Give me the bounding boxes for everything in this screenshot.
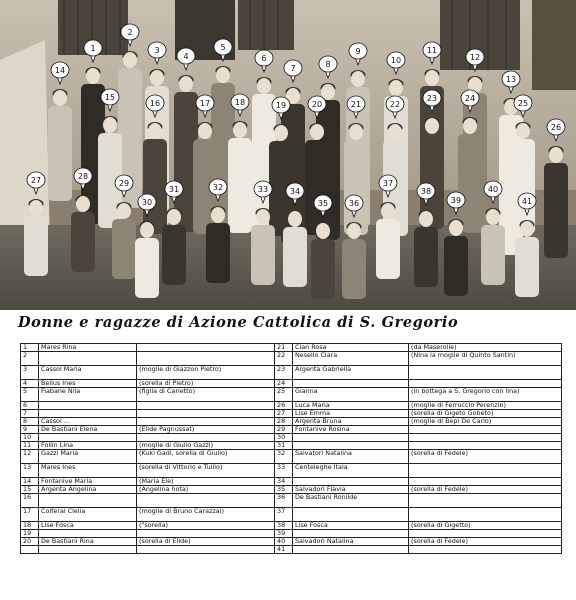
bubble-label: 29 — [118, 179, 130, 188]
cell-name2: Lise Emma — [293, 410, 409, 418]
cell-note1 — [137, 418, 275, 426]
bubble-label: 22 — [389, 100, 401, 109]
cell-note2: (sorella di Fedele) — [409, 538, 562, 546]
bubble-label: 6 — [261, 54, 267, 63]
cell-name2: Centeleghe Itala — [293, 464, 409, 478]
cell-n1: 8 — [21, 418, 39, 426]
cell-name2 — [293, 380, 409, 388]
bubble-label: 11 — [426, 46, 438, 55]
bubble-label: 14 — [54, 66, 66, 75]
cell-name1 — [39, 494, 137, 508]
cell-name1 — [39, 402, 137, 410]
bubble-label: 40 — [487, 185, 499, 194]
cell-note1: (sorella di Pietro) — [137, 380, 275, 388]
cell-note1 — [137, 352, 275, 366]
cell-n2: 25 — [275, 388, 293, 402]
bubble-label: 5 — [220, 43, 226, 52]
cell-n1: 15 — [21, 486, 39, 494]
cell-name1 — [39, 410, 137, 418]
table-row — [21, 486, 562, 494]
cell-name2 — [293, 530, 409, 538]
cell-name2: Argenta Bruna — [293, 418, 409, 426]
bubble-label: 25 — [517, 99, 529, 108]
cell-n1: 17 — [21, 508, 39, 522]
cell-name1: Colferai Clelia — [39, 508, 137, 522]
cell-note2 — [409, 478, 562, 486]
cell-name1: Mares Ines — [39, 464, 137, 478]
cell-name2: De Bastiani Ronilde — [293, 494, 409, 508]
bubble-label: 15 — [104, 93, 116, 102]
table-row — [21, 352, 562, 366]
bubble-label: 34 — [289, 187, 301, 196]
bubble-label: 21 — [350, 100, 362, 109]
bubble-label: 27 — [30, 176, 42, 185]
bubble-label: 2 — [127, 28, 133, 37]
cell-name2 — [293, 434, 409, 442]
cell-n2: 32 — [275, 450, 293, 464]
bubble-label: 23 — [426, 94, 438, 103]
table-row — [21, 344, 562, 352]
cell-n1: 2 — [21, 352, 39, 366]
table-row — [21, 434, 562, 442]
cell-n1: 12 — [21, 450, 39, 464]
table-row — [21, 426, 562, 434]
cell-note1: (moglie di Giulio Gazzi) — [137, 442, 275, 450]
bubble-label: 20 — [311, 100, 323, 109]
bubble-label: 36 — [348, 199, 360, 208]
bubble-label: 33 — [257, 185, 269, 194]
bubble-label: 18 — [234, 98, 246, 107]
table-row — [21, 450, 562, 464]
cell-name2: Salvatori Natalina — [293, 450, 409, 464]
table-row — [21, 464, 562, 478]
cell-n1: 19 — [21, 530, 39, 538]
cell-note1 — [137, 344, 275, 352]
cell-name1: Argenta Angelina — [39, 486, 137, 494]
cell-note2 — [409, 546, 562, 554]
roster-table — [20, 343, 562, 554]
cell-note2 — [409, 508, 562, 522]
cell-note2: (moglie di Ferruccio Perenzin) — [409, 402, 562, 410]
table-row — [21, 508, 562, 522]
table-row — [21, 418, 562, 426]
cell-n1: 5 — [21, 388, 39, 402]
cell-note1: (sorella di Elide) — [137, 538, 275, 546]
cell-note1: (Angelina hota) — [137, 486, 275, 494]
cell-name2: Luca Maria — [293, 402, 409, 410]
cell-name2 — [293, 508, 409, 522]
cell-n1: 4 — [21, 380, 39, 388]
cell-n1 — [21, 546, 39, 554]
cell-note1: (figlia di Carletto) — [137, 388, 275, 402]
cell-note1: (sorella di Vittorio e Tullio) — [137, 464, 275, 478]
cell-n2: 21 — [275, 344, 293, 352]
cell-note2: (sorella di Gigetto) — [409, 522, 562, 530]
cell-n1: 13 — [21, 464, 39, 478]
cell-n1: 16 — [21, 494, 39, 508]
cell-n1: 6 — [21, 402, 39, 410]
cell-note1 — [137, 402, 275, 410]
photo-caption: Donne e ragazze di Azione Cattolica di S. Gregorio — [18, 314, 459, 331]
cell-name2: Salvadori Natalina — [293, 538, 409, 546]
cell-n1: 14 — [21, 478, 39, 486]
bubble-label: 28 — [77, 172, 89, 181]
cell-n2: 27 — [275, 410, 293, 418]
cell-name1 — [39, 546, 137, 554]
cell-name2: Lise Fosca — [293, 522, 409, 530]
cell-name1: De Bastiani Elena — [39, 426, 137, 434]
cell-note1: (moglie di Giazzon Pietro) — [137, 366, 275, 380]
table-row — [21, 478, 562, 486]
cell-note2: (da Maserolle) — [409, 344, 562, 352]
bubble-label: 38 — [420, 187, 432, 196]
cell-n2: 29 — [275, 426, 293, 434]
cell-n1: 18 — [21, 522, 39, 530]
cell-name2 — [293, 442, 409, 450]
cell-note1 — [137, 530, 275, 538]
cell-note2 — [409, 442, 562, 450]
cell-n2: 34 — [275, 478, 293, 486]
cell-note1 — [137, 494, 275, 508]
cell-n2: 26 — [275, 402, 293, 410]
bubble-label: 30 — [141, 198, 153, 207]
cell-note2 — [409, 530, 562, 538]
cell-name1: Follin Lina — [39, 442, 137, 450]
bubble-label: 4 — [183, 52, 189, 61]
cell-note1: (moglie di Bruno Carazzai) — [137, 508, 275, 522]
cell-n2: 37 — [275, 508, 293, 522]
table-row — [21, 366, 562, 380]
table-row — [21, 530, 562, 538]
cell-n1: 1 — [21, 344, 39, 352]
cell-n2: 24 — [275, 380, 293, 388]
bubble-label: 8 — [325, 60, 331, 69]
cell-name1: Bellus Ines — [39, 380, 137, 388]
cell-n2: 36 — [275, 494, 293, 508]
cell-n1: 20 — [21, 538, 39, 546]
bubble-label: 13 — [505, 75, 517, 84]
cell-name2: Fontanive Rosina — [293, 426, 409, 434]
bubble-label: 17 — [199, 99, 211, 108]
bubble-label: 26 — [550, 123, 562, 132]
table-row — [21, 522, 562, 530]
cell-name2: Argenta Gabriella — [293, 366, 409, 380]
cell-name2 — [293, 478, 409, 486]
table-row — [21, 380, 562, 388]
table-row — [21, 402, 562, 410]
cell-name1: Cassol ... — [39, 418, 137, 426]
cell-note1 — [137, 434, 275, 442]
table-row — [21, 546, 562, 554]
cell-name1 — [39, 434, 137, 442]
cell-n2: 40 — [275, 538, 293, 546]
table-row — [21, 388, 562, 402]
cell-note2: (moglie di Bepi De Carlo) — [409, 418, 562, 426]
cell-n2: 39 — [275, 530, 293, 538]
cell-name1: Lise Fosca — [39, 522, 137, 530]
cell-note2 — [409, 366, 562, 380]
cell-n1: 3 — [21, 366, 39, 380]
cell-note2 — [409, 434, 562, 442]
bubble-label: 3 — [154, 46, 160, 55]
cell-n1: 7 — [21, 410, 39, 418]
cell-note2 — [409, 380, 562, 388]
cell-n1: 9 — [21, 426, 39, 434]
cell-note1: ("sorella) — [137, 522, 275, 530]
cell-name1 — [39, 530, 137, 538]
table-row — [21, 442, 562, 450]
bubble-label: 7 — [290, 64, 296, 73]
cell-n2: 23 — [275, 366, 293, 380]
cell-note2: (in bottega a S. Gregorio con lina) — [409, 388, 562, 402]
table-row — [21, 494, 562, 508]
cell-n2: 22 — [275, 352, 293, 366]
bubble-label: 10 — [390, 56, 402, 65]
cell-note1 — [137, 546, 275, 554]
cell-name2: Nesello Clara — [293, 352, 409, 366]
cell-name1: De Bastiani Rina — [39, 538, 137, 546]
cell-name1: Fontanive Maria — [39, 478, 137, 486]
cell-n2: 38 — [275, 522, 293, 530]
cell-note1: (Elide Pagnussat) — [137, 426, 275, 434]
bubble-label: 31 — [168, 185, 180, 194]
cell-note1 — [137, 410, 275, 418]
bubble-label: 32 — [212, 183, 224, 192]
cell-note2: (sorella di Gigeto Gobeto) — [409, 410, 562, 418]
cell-note2: (Nina la moglie di Quinto Santin) — [409, 352, 562, 366]
bubble-label: 9 — [355, 47, 361, 56]
table-row — [21, 410, 562, 418]
cell-name2: Salvadori Flavia — [293, 486, 409, 494]
bubble-label: 41 — [521, 197, 533, 206]
cell-n2: 35 — [275, 486, 293, 494]
cell-n2: 33 — [275, 464, 293, 478]
cell-name2 — [293, 546, 409, 554]
cell-n2: 31 — [275, 442, 293, 450]
cell-name1: Gazzi Maria — [39, 450, 137, 464]
cell-note2 — [409, 464, 562, 478]
bubble-label: 19 — [275, 101, 287, 110]
bubble-label: 12 — [469, 53, 481, 62]
cell-note1: (Maria Ele) — [137, 478, 275, 486]
table-row — [21, 538, 562, 546]
cell-n1: 11 — [21, 442, 39, 450]
bubble-label: 1 — [90, 44, 96, 53]
cell-n2: 28 — [275, 418, 293, 426]
bubble-label: 39 — [450, 196, 462, 205]
cell-name2: Cian Rosa — [293, 344, 409, 352]
cell-name1: Fiabane Nila — [39, 388, 137, 402]
cell-note2 — [409, 494, 562, 508]
cell-n2: 30 — [275, 434, 293, 442]
bubble-label: 37 — [382, 179, 394, 188]
bubble-label: 35 — [317, 199, 329, 208]
cell-n2: 41 — [275, 546, 293, 554]
cell-n1: 10 — [21, 434, 39, 442]
cell-note2: (sorella di Fedele) — [409, 450, 562, 464]
bubble-label: 16 — [149, 99, 161, 108]
cell-note2: (sorella di Fedele) — [409, 486, 562, 494]
cell-name2: Gianna — [293, 388, 409, 402]
cell-name1: Mares Rina — [39, 344, 137, 352]
cell-note1: (Kuki Gadi, sorella di Giulio) — [137, 450, 275, 464]
bubble-label: 24 — [464, 94, 476, 103]
cell-name1: Cassol Maria — [39, 366, 137, 380]
cell-note2 — [409, 426, 562, 434]
cell-name1 — [39, 352, 137, 366]
